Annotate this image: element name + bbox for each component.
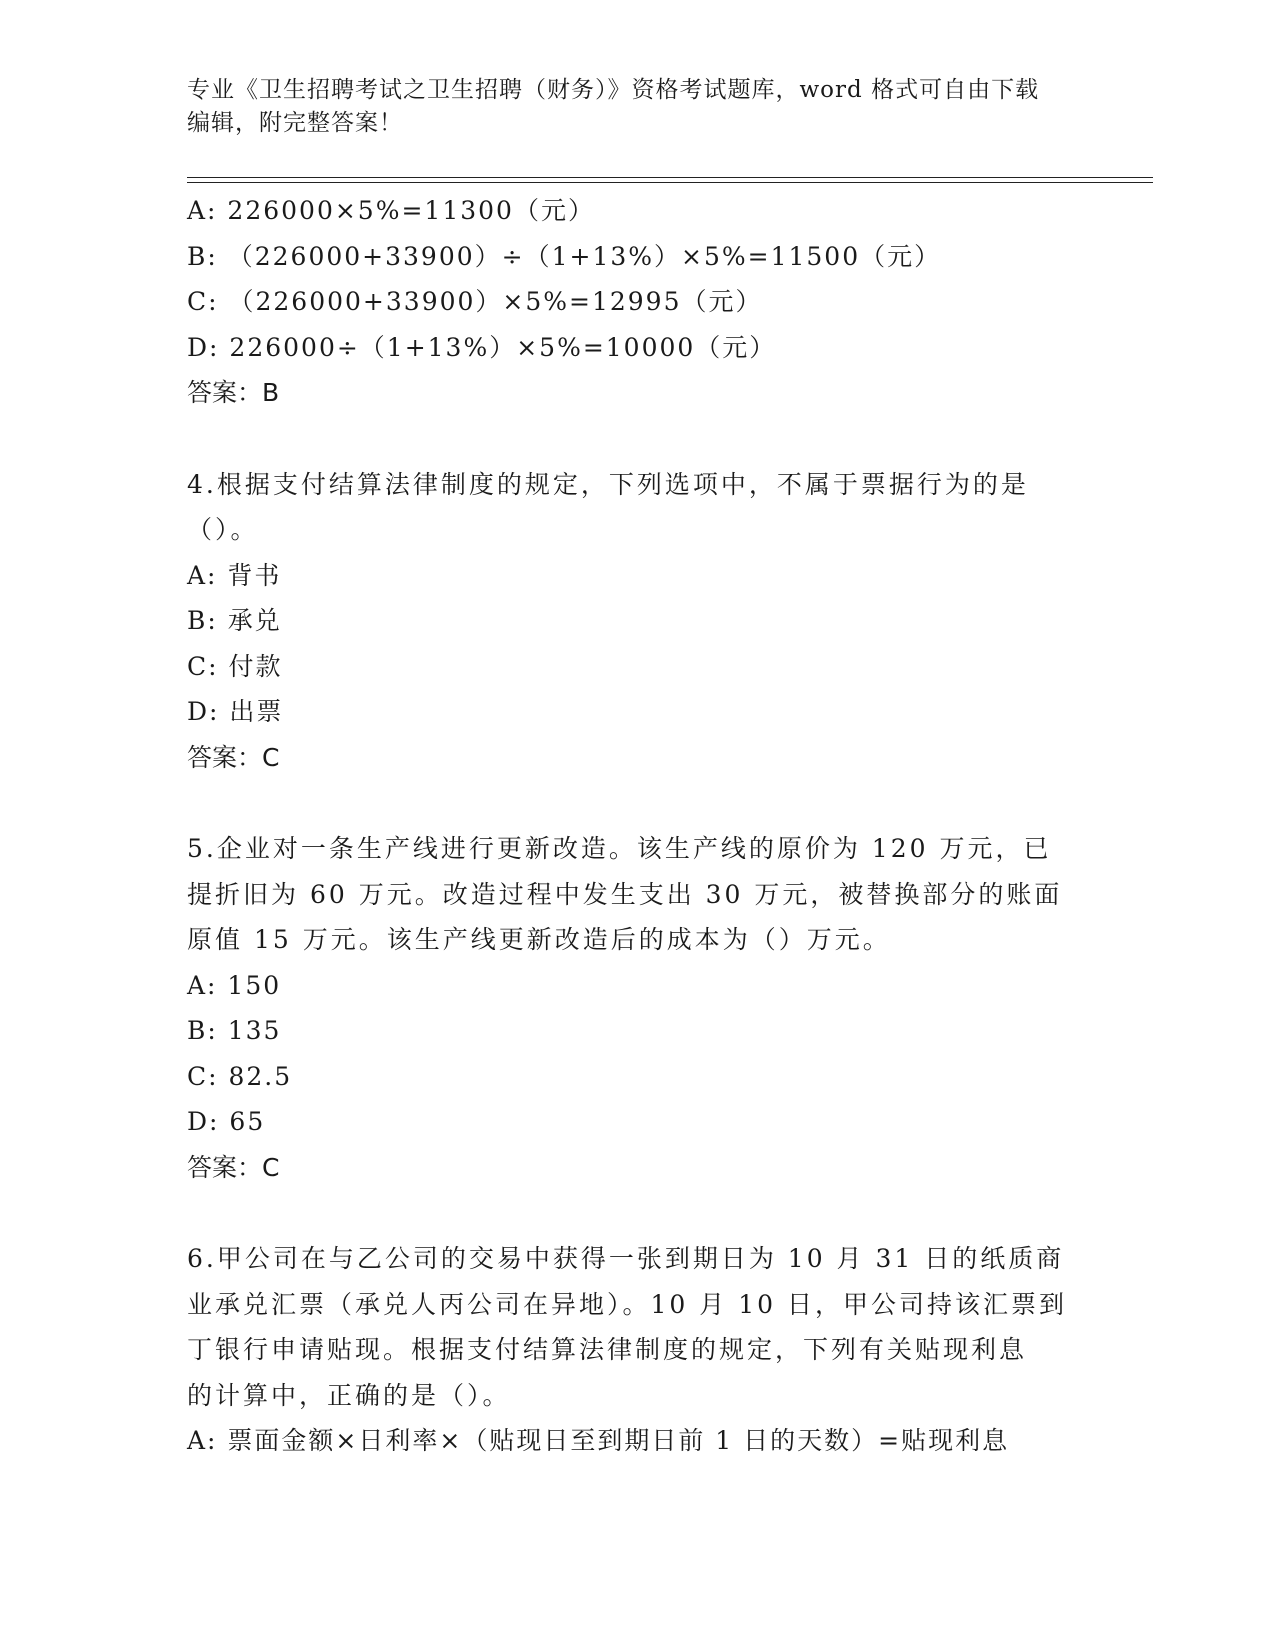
- question-line: 丁银行申请贴现。根据支付结算法律制度的规定，下列有关贴现利息: [187, 1335, 1028, 1364]
- question-line: 的计算中，正确的是（）。: [187, 1380, 511, 1410]
- option-c: C: 付款: [187, 651, 283, 681]
- option-c: C: （226000+33900）×5%=12995（元）: [187, 287, 763, 316]
- question-5: [187, 826, 1087, 1190]
- question-text: [187, 826, 1087, 963]
- answer: 答案：B: [187, 378, 280, 407]
- document-header: [187, 74, 1067, 140]
- option-b: B: （226000+33900）÷（1+13%）×5%=11500（元）: [187, 241, 942, 271]
- question-line: 提折旧为 60 万元。改造过程中发生支出 30 万元，被替换部分的账面: [187, 879, 1063, 909]
- question-line: 业承兑汇票（承兑人丙公司在异地）。10 月 10 日，甲公司持该汇票到: [187, 1289, 1067, 1319]
- option-d: D: 出票: [187, 697, 284, 726]
- option-d: D: 226000÷（1+13%）×5%=10000（元）: [187, 332, 777, 362]
- question-text: [187, 462, 1087, 553]
- question-line: 5.企业对一条生产线进行更新改造。该生产线的原价为 120 万元，已: [187, 834, 1052, 863]
- answer: 答案：C: [187, 742, 280, 772]
- question-line: 4.根据支付结算法律制度的规定，下列选项中，不属于票据行为的是: [187, 469, 1029, 499]
- question-line: 原值 15 万元。该生产线更新改造后的成本为（）万元。: [187, 925, 891, 954]
- question-line: （）。: [187, 515, 259, 544]
- question-line: 6.甲公司在与乙公司的交易中获得一张到期日为 10 月 31 日的纸质商: [187, 1244, 1065, 1273]
- option-a: A: 背书: [187, 560, 282, 590]
- header-line-1: 专业《卫生招聘考试之卫生招聘（财务）》资格考试题库，word 格式可自由下载: [187, 77, 1040, 103]
- option-a: A: 226000×5%=11300（元）: [187, 196, 595, 225]
- header-rule-top: [187, 177, 1153, 178]
- question-4: [187, 462, 1087, 781]
- option-c: C: 82.5: [187, 1061, 293, 1091]
- option-a: A: 150: [187, 970, 282, 1000]
- question-6: [187, 1236, 1087, 1464]
- header-line-2: 编辑，附完整答案！: [187, 110, 403, 136]
- question-list: [187, 188, 1087, 1464]
- option-b: B: 承兑: [187, 606, 282, 635]
- option-a: A: 票面金额×日利率×（贴现日至到期日前 1 日的天数）=贴现利息: [187, 1426, 1010, 1455]
- option-d: D: 65: [187, 1107, 266, 1136]
- header-rule-bottom: [187, 182, 1153, 183]
- answer: 答案：C: [187, 1152, 280, 1182]
- question-3: [187, 188, 1087, 416]
- question-text: [187, 1236, 1087, 1418]
- option-b: B: 135: [187, 1016, 282, 1045]
